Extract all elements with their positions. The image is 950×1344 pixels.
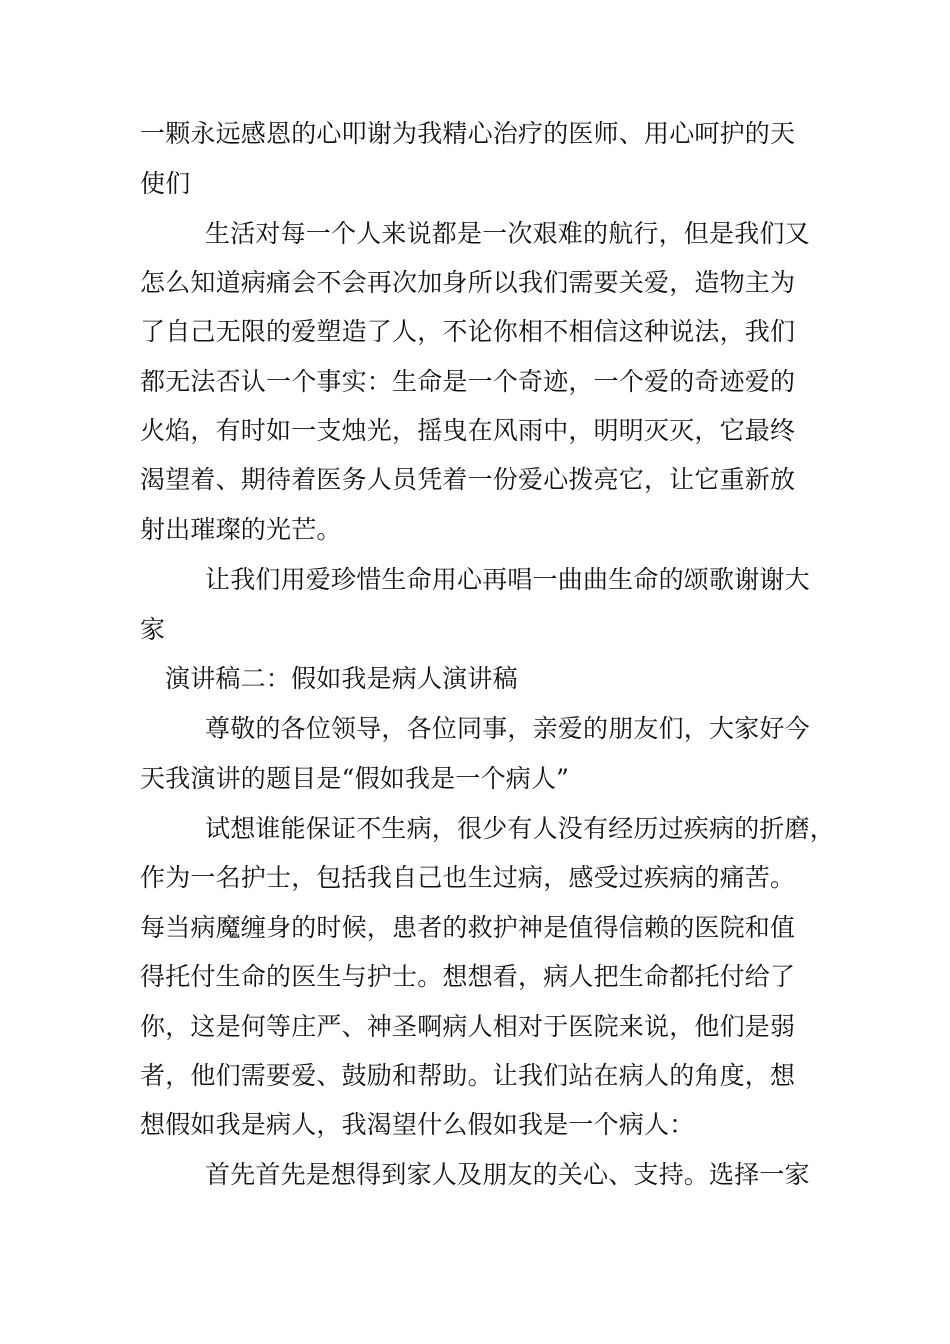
text-line: 天我演讲的题目是“假如我是一个病人” bbox=[140, 764, 570, 793]
text-line: 作为一名护士，包括我自己也生过病，感受过疾病的痛苦。 bbox=[140, 863, 796, 892]
text-line: 想假如我是病人，我渴望什么假如我是一个病人： bbox=[140, 1110, 695, 1139]
paragraph-first-line: 试想谁能保证不生病，很少有人没有经历过疾病的折磨， bbox=[205, 814, 836, 843]
paragraph-first-line: 尊敬的各位领导，各位同事，亲爱的朋友们，大家好今 bbox=[205, 714, 810, 743]
text-line: 家 bbox=[140, 615, 166, 644]
section-heading: 演讲稿二：假如我是病人演讲稿 bbox=[165, 664, 518, 693]
paragraph-first-line: 让我们用爱珍惜生命用心再唱一曲曲生命的颂歌谢谢大 bbox=[205, 565, 810, 594]
text-line: 你，这是何等庄严、神圣啊病人相对于医院来说，他们是弱 bbox=[140, 1012, 796, 1041]
text-line: 每当病魔缠身的时候，患者的救护神是值得信赖的医院和值 bbox=[140, 913, 796, 942]
text-line: 怎么知道病痛会不会再次加身所以我们需要关爱，造物主为 bbox=[140, 268, 796, 297]
text-line: 一颗永远感恩的心叩谢为我精心治疗的医师、用心呵护的天 bbox=[140, 119, 796, 148]
text-line: 都无法否认一个事实：生命是一个奇迹，一个爱的奇迹爱的 bbox=[140, 367, 796, 396]
text-line: 渴望着、期待着医务人员凭着一份爱心拨亮它，让它重新放 bbox=[140, 465, 796, 494]
text-line: 了自己无限的爱塑造了人，不论你相不相信这种说法，我们 bbox=[140, 317, 796, 346]
text-line: 火焰，有时如一支烛光，摇曳在风雨中，明明灭灭，它最终 bbox=[140, 416, 796, 445]
text-line: 使们 bbox=[140, 169, 191, 198]
text-line: 者，他们需要爱、鼓励和帮助。让我们站在病人的角度，想 bbox=[140, 1061, 796, 1090]
text-line: 射出璀璨的光芒。 bbox=[140, 515, 342, 544]
paragraph-first-line: 首先首先是想得到家人及朋友的关心、支持。选择一家 bbox=[205, 1160, 810, 1189]
text-line: 得托付生命的医生与护士。想想看，病人把生命都托付给了 bbox=[140, 962, 796, 991]
paragraph-first-line: 生活对每一个人来说都是一次艰难的航行，但是我们又 bbox=[205, 219, 810, 248]
